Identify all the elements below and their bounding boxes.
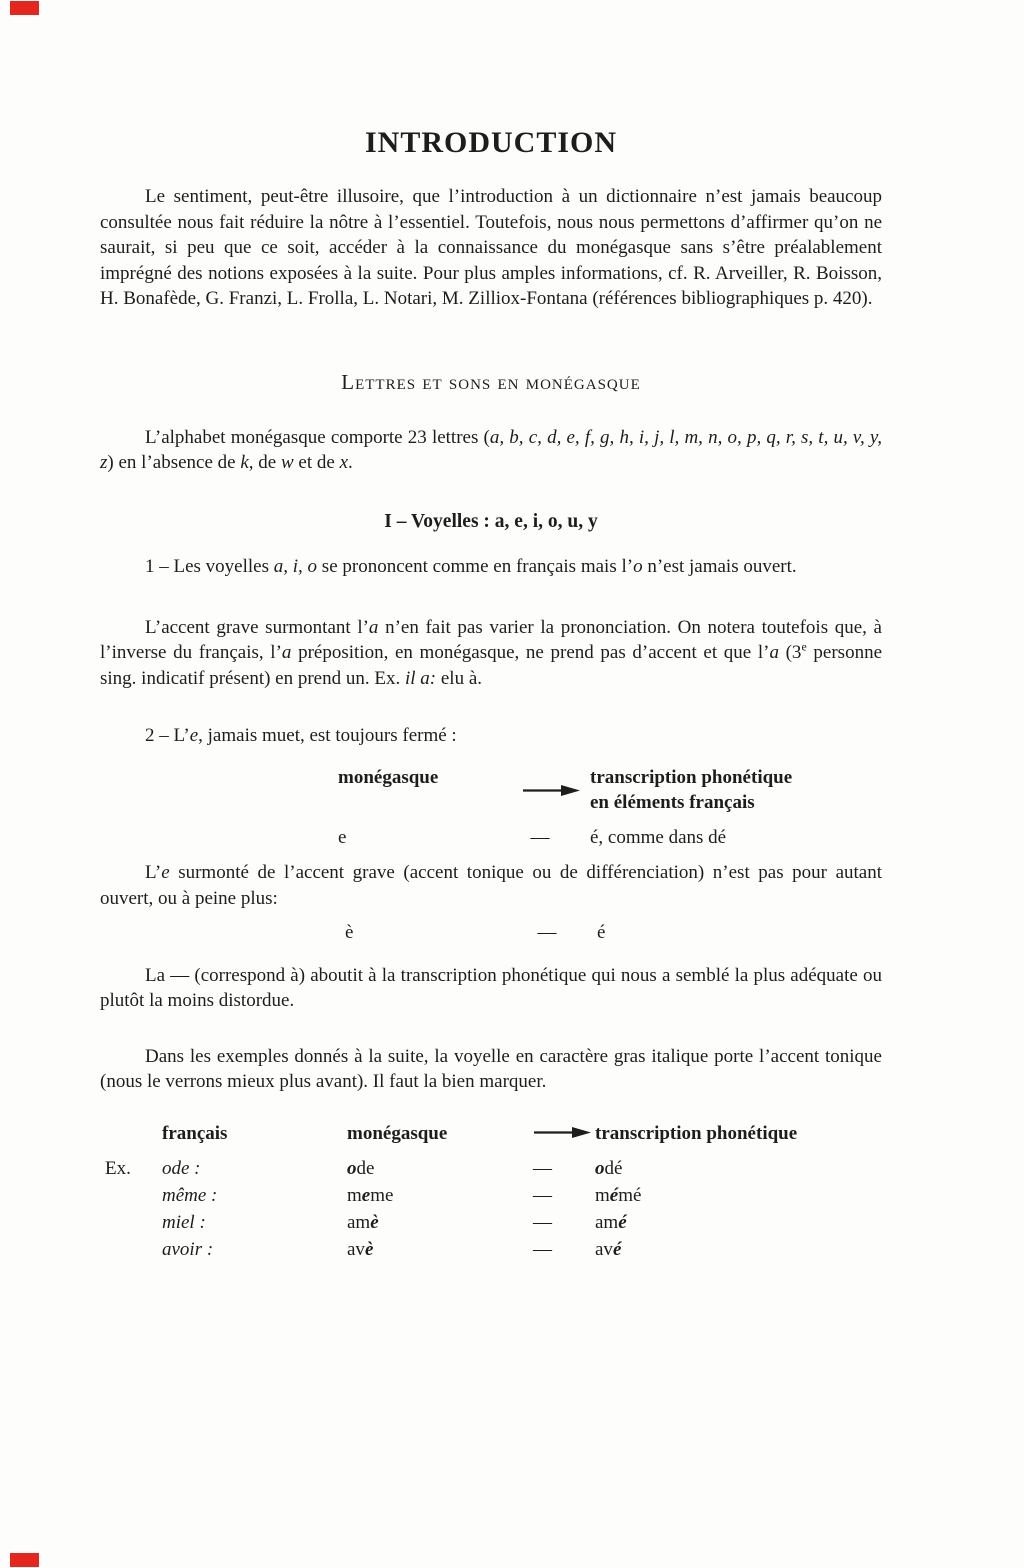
- paragraph-examples-intro: Dans les exemples donnés à la suite, la voyelle en caractère gras italique porte l’accent tonique (nous le verrons mieux plus avant). Il faut la bien marquer.: [100, 1045, 882, 1092]
- cell-transcription: odé: [595, 1158, 623, 1179]
- cell-transcription: é, comme dans dé: [590, 826, 727, 848]
- cell-french: même :: [162, 1185, 218, 1206]
- page-title: INTRODUCTION: [364, 126, 618, 159]
- paragraph-accent-grave: L’accent grave surmontant l’a n’en fait pas varier la prononciation. On notera toutefois que, à l’inverse du français, l’a préposition, en monégasque, ne prend pas d’accent et que l’a (3e personne sing. indicatif présent) en prend un. Ex. il a: elu à.: [100, 616, 883, 689]
- paragraph-e-ferme: 2 – L’e, jamais muet, est toujours fermé :: [145, 725, 457, 746]
- phonetic-table-header: [338, 765, 882, 816]
- phonetic-table-header-transcription: transcription phonétique en éléments français: [590, 766, 793, 813]
- dash-cell: —: [530, 826, 550, 848]
- dash-cell: —: [537, 922, 557, 943]
- red-scan-marker-top: [10, 1, 39, 15]
- cell-transcription: mémé: [595, 1185, 642, 1206]
- dash-cell: —: [533, 1158, 552, 1179]
- examples-header-french: français: [162, 1122, 228, 1144]
- paragraph-vowels-1: 1 – Les voyelles a, i, o se prononcent comme en français mais l’o n’est jamais ouvert.: [145, 556, 797, 577]
- examples-header-transcription: transcription phonétique: [595, 1122, 798, 1144]
- cell-monegasque: ode: [347, 1158, 375, 1179]
- scanned-page: [100, 0, 882, 1263]
- examples-table-row: [105, 1209, 882, 1236]
- cell-monegasque: meme: [347, 1185, 394, 1206]
- examples-header-monegasque: monégasque: [347, 1122, 448, 1144]
- examples-table-header: [105, 1121, 882, 1147]
- section-heading-letters-sounds: Lettres et sons en monégasque: [341, 369, 641, 394]
- cell-monegasque: avè: [347, 1239, 374, 1260]
- examples-table-row: [105, 1182, 882, 1209]
- cell-monegasque: e: [338, 826, 347, 848]
- cell-transcription: é: [597, 922, 606, 943]
- paragraph-intro: Le sentiment, peut-être illusoire, que l’introduction à un dictionnaire n’est jamais beaucoup consultée nous fait réduire la nôtre à l’essentiel. Toutefois, nous nous permettons d’affirmer qu’on ne saurait, si peu que ce soit, accéder à la connaissance du monégasque sans s’être préalablement imprégné des notions exposées à la suite. Pour plus amples informations, cf. R. Arveiller, R. Boisson, H. Bonafède, G. Franzi, L. Frolla, L. Notari, M. Zilliox-Fontana (références bibliographiques p. 420).: [100, 186, 882, 309]
- cell-french: miel :: [162, 1212, 206, 1233]
- section-heading-vowels: I – Voyelles : a, e, i, o, u, y: [384, 510, 598, 532]
- arrow-right-icon: [533, 1121, 595, 1147]
- phonetic-table-header-monegasque: monégasque: [338, 766, 439, 788]
- cell-monegasque: amè: [347, 1212, 379, 1233]
- paragraph-alphabet: L’alphabet monégasque comporte 23 lettres (a, b, c, d, e, f, g, h, i, j, l, m, n, o, p, q, r, s, t, u, v, y, z) en l’absence de k, de w et de x.: [100, 426, 882, 473]
- examples-table: [105, 1121, 882, 1264]
- red-scan-marker-bottom: [10, 1553, 39, 1567]
- phonetic-table: [338, 765, 882, 851]
- phonetic-table-row-e: [338, 825, 882, 851]
- phonetic-table-row-e-grave: [345, 920, 882, 946]
- paragraph-correspond: La — (correspond à) aboutit à la transcription phonétique qui nous a semblé la plus adéquate ou plutôt la moins distordue.: [100, 964, 882, 1011]
- examples-table-row: [105, 1155, 882, 1182]
- dash-cell: —: [533, 1185, 552, 1206]
- examples-row-label: Ex.: [105, 1158, 131, 1179]
- dash-cell: —: [533, 1212, 552, 1233]
- cell-french: ode :: [162, 1158, 201, 1179]
- cell-monegasque: è: [345, 922, 354, 943]
- cell-transcription: avé: [595, 1239, 622, 1260]
- examples-table-row: [105, 1236, 882, 1263]
- cell-transcription: amé: [595, 1212, 627, 1233]
- paragraph-e-grave: L’e surmonté de l’accent grave (accent tonique ou de différenciation) n’est pas pour autant ouvert, ou à peine plus:: [100, 862, 882, 909]
- dash-cell: —: [533, 1239, 552, 1260]
- cell-french: avoir :: [162, 1239, 214, 1260]
- arrow-right-icon: [490, 765, 590, 816]
